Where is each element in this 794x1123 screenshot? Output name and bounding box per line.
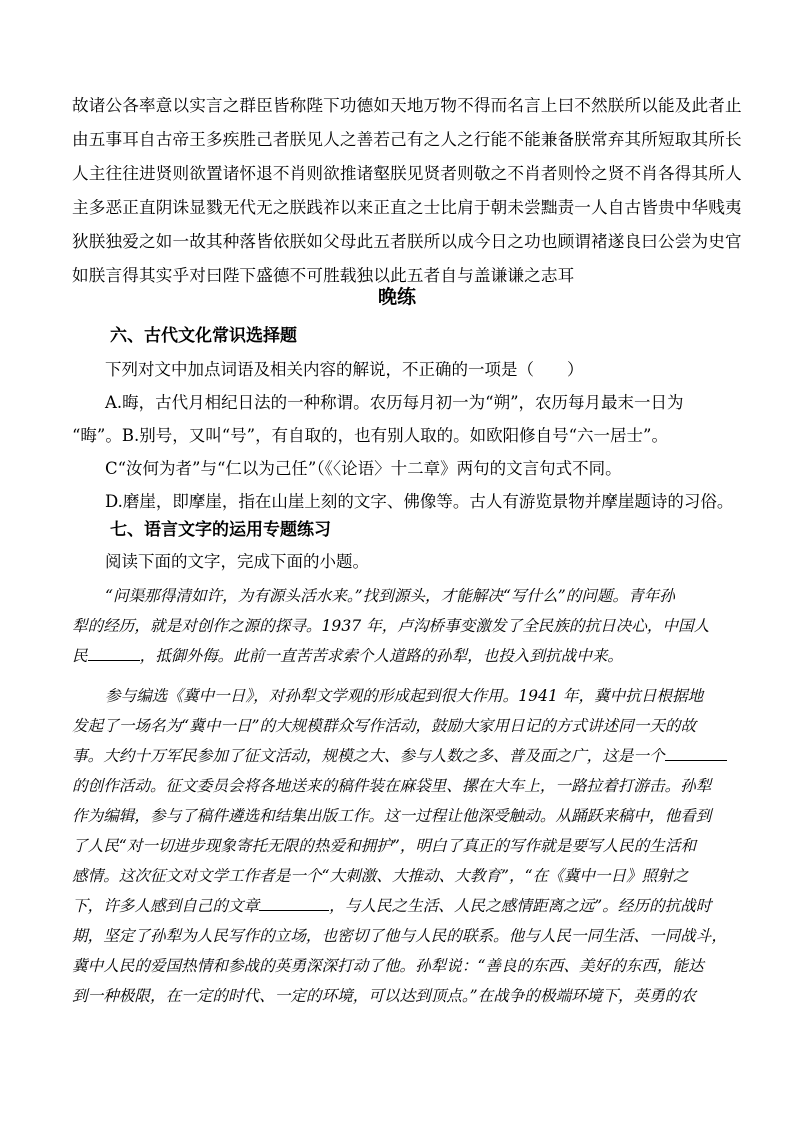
fill-blank-2[interactable] (665, 744, 727, 761)
paragraph-text: 民 (72, 647, 88, 665)
section6-heading: 六、古代文化常识选择题 (110, 326, 297, 346)
classical-text-line: 狄朕独爱之如一故其种落皆依朕如父母此五者朕所以成今日之功也顾谓褚遂良曰公尝为史官 (72, 232, 742, 251)
paragraph-line: 犁的经历，就是对创作之源的探寻。1937 年，卢沟桥事变激发了全民族的抗日决心，中国人 (72, 617, 710, 635)
question-stem: 下列对文中加点词语及相关内容的解说，不正确的一项是（ ） (105, 360, 584, 379)
section7-heading: 七、语言文字的运用专题练习 (110, 520, 331, 540)
paragraph-line: 冀中人民的爱国热情和参战的英勇深深打动了他。孙犁说：“善良的东西、美好的东西，能达 (72, 957, 704, 975)
option-d: D.磨崖，即摩崖，指在山崖上刻的文字、佛像等。古人有游览景物并摩崖题诗的习俗。 (105, 492, 734, 511)
paragraph-line: 感情。这次征文对文学工作者是一个“大刺激、大推动、大教育”，“在《冀中一日》照射之 (72, 867, 689, 885)
paragraph-line: “问渠那得清如许，为有源头活水来。”找到源头，才能解决“写什么”的问题。青年孙 (105, 587, 675, 605)
fill-blank-1[interactable] (88, 644, 140, 661)
option-c: C“汝何为者”与“仁以为己任”（《〈论语〉十二章》两句的文言句式不同。 (105, 459, 622, 478)
paragraph-line (72, 744, 722, 768)
paragraph-line: 到一种极限，在一定的时代、一定的环境，可以达到顶点。”在战争的极端环境下，英勇的农 (72, 987, 696, 1005)
paragraph-line: 了人民“对一切进步现象寄托无限的热爱和拥护”，明白了真正的写作就是要写人民的生活和 (72, 837, 697, 855)
paragraph-line: 发起了一场名为“冀中一日”的大规模群众写作活动，鼓励大家用日记的方式讲述同一天的故 (72, 717, 697, 735)
paragraph-text: 下，许多人感到自己的文章 (72, 897, 260, 915)
paragraph-line: 参与编选《冀中一日》，对孙犁文学观的形成起到很大作用。1941 年，冀中抗日根据地 (105, 687, 704, 705)
classical-text-line: 如朕言得其实乎对曰陛下盛德不可胜载独以此五者自与盖谦谦之志耳 (72, 266, 575, 285)
classical-text-line: 人主往往进贤则欲置诸怀退不肖则欲推诸壑朕见贤者则敬之不肖者则怜之贤不肖各得其所人 (72, 164, 742, 183)
classical-text-line: 故诸公各率意以实言之群臣皆称陛下功德如天地万物不得而名言上曰不然朕所以能及此者止 (72, 96, 742, 115)
classical-text-line: 主多恶正直阴诛显戮无代无之朕践祚以来正直之士比肩于朝未尝黜责一人自古皆贵中华贱夷 (72, 198, 742, 217)
paragraph-line: 期，坚定了孙犁为人民写作的立场，也密切了他与人民的联系。他与人民一同生活、一同战斗， (72, 927, 727, 945)
option-a-line2: “晦”。B.别号，又叫“号”，有自取的，也有别人取的。如欧阳修自号“六一居士”。 (72, 426, 668, 445)
paragraph-text: ，与人民之生活、人民之感情距离之远”。经历的抗战时 (329, 897, 712, 915)
paragraph-line: 作为编辑，参与了稿件遴选和结集出版工作。这一过程让他深受触动。从踊跃来稿中，他看到 (72, 807, 712, 825)
section-title: 晚练 (377, 286, 416, 308)
paragraph-line (72, 894, 722, 918)
paragraph-text: 事。大约十万军民参加了征文活动，规模之大、参与人数之多、普及面之广，这是一个 (72, 747, 665, 765)
paragraph-text: ，抵御外侮。此前一直苦苦求索个人道路的孙犁，也投入到抗战中来。 (139, 647, 623, 665)
fill-blank-3[interactable] (259, 894, 329, 911)
option-a-line1: A.晦，古代月相纪日法的一种称谓。农历每月初一为“朔”，农历每月最末一日为 (105, 393, 684, 412)
paragraph-line (72, 644, 722, 668)
instruction: 阅读下面的文字，完成下面的小题。 (105, 552, 369, 571)
paragraph-line: 的创作活动。征文委员会将各地送来的稿件装在麻袋里、摞在大车上，一路拉着打游击。孙犁 (72, 777, 712, 795)
classical-text-line: 由五事耳自古帝王多疾胜己者朕见人之善若己有之人之行能不能兼备朕常弃其所短取其所长 (72, 130, 742, 149)
